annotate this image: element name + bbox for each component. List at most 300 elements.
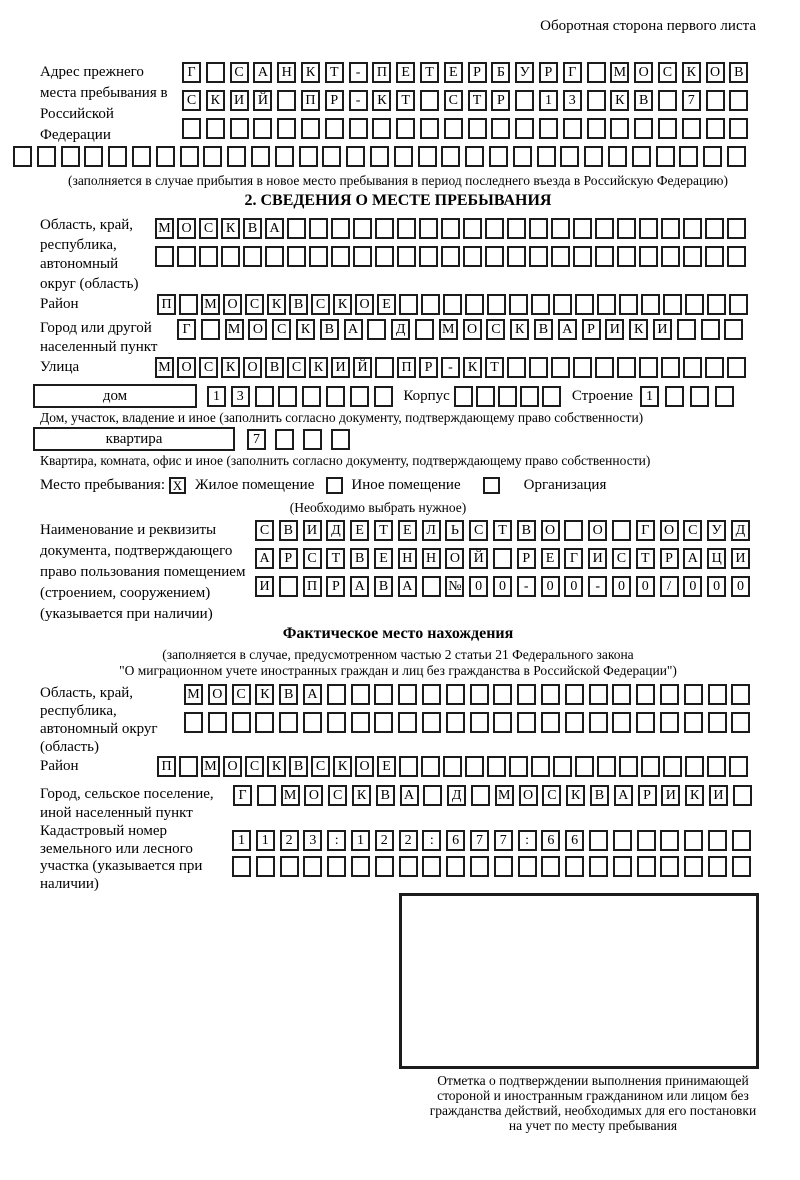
char-cell — [257, 785, 276, 806]
document-rows — [255, 520, 755, 597]
char-cell — [617, 357, 636, 378]
char-cell: А — [614, 785, 633, 806]
char-cell: В — [279, 520, 298, 541]
char-cell — [684, 856, 703, 877]
char-cell — [230, 118, 249, 139]
char-cell — [639, 218, 658, 239]
char-cell: Е — [444, 62, 463, 83]
dom-box: дом — [33, 384, 197, 408]
char-cell — [351, 712, 370, 733]
char-cell — [278, 386, 297, 407]
kvartira-caption: Квартира, комната, офис и иное (заполнить согласно документу, подтверждающему право собственности) — [40, 453, 651, 468]
document-row-1 — [255, 520, 755, 541]
oblast-rows — [155, 216, 749, 267]
char-cell: Е — [374, 548, 393, 569]
fact-oblast-label: Область, край, республика, автономный округ (область) — [40, 685, 158, 755]
char-cell — [232, 856, 251, 877]
char-cell — [636, 684, 655, 705]
char-cell — [551, 218, 570, 239]
char-cell — [397, 218, 416, 239]
char-cell: Т — [468, 90, 487, 111]
stamp-caption — [385, 1073, 800, 1133]
char-cell: В — [729, 62, 748, 83]
char-cell: Д — [326, 520, 345, 541]
char-cell — [203, 146, 222, 167]
char-cell — [639, 357, 658, 378]
char-cell: Г — [233, 785, 252, 806]
char-cell — [660, 830, 679, 851]
char-cell: 6 — [541, 830, 560, 851]
char-cell — [37, 146, 56, 167]
char-cell: 7 — [494, 830, 513, 851]
char-cell: Д — [447, 785, 466, 806]
char-cell: Г — [564, 548, 583, 569]
char-cell — [346, 146, 365, 167]
kvartira-box: квартира — [33, 427, 235, 451]
char-cell: С — [232, 684, 251, 705]
char-cell: П — [303, 576, 322, 597]
char-cell — [587, 118, 606, 139]
kadastr-row-2 — [232, 856, 756, 877]
char-cell — [515, 118, 534, 139]
char-cell: С — [444, 90, 463, 111]
char-cell — [454, 386, 473, 407]
char-cell — [708, 830, 727, 851]
char-cell: В — [279, 684, 298, 705]
char-cell — [661, 357, 680, 378]
char-cell — [684, 830, 703, 851]
char-cell — [422, 576, 441, 597]
char-cell: П — [157, 756, 176, 777]
char-cell: 7 — [470, 830, 489, 851]
oblast-block — [40, 216, 800, 294]
char-cell — [727, 218, 746, 239]
char-cell — [573, 218, 592, 239]
char-cell: С — [199, 218, 218, 239]
char-cell — [232, 712, 251, 733]
document-label: Наименование и реквизиты документа, подтверждающего право пользования помещением (строением, сооружением) (указывается при наличии) — [40, 522, 246, 622]
stamp-caption-line: Отметка о подтверждении выполнения принимающей — [437, 1073, 749, 1088]
char-cell: К — [206, 90, 225, 111]
char-cell: К — [352, 785, 371, 806]
char-cell — [509, 756, 528, 777]
gorod-label: Город или другой населенный пункт — [40, 320, 158, 355]
char-cell: Н — [398, 548, 417, 569]
kadastr-label: Кадастровый номер земельного или лесного участка (указывается при наличии) — [40, 823, 203, 892]
char-cell — [419, 218, 438, 239]
mesto-label: Место пребывания: — [40, 476, 165, 493]
char-cell — [256, 856, 275, 877]
char-cell — [420, 90, 439, 111]
char-cell — [660, 684, 679, 705]
stroenie-row — [640, 386, 740, 407]
char-cell: К — [463, 357, 482, 378]
char-cell — [637, 830, 656, 851]
char-cell — [470, 856, 489, 877]
char-cell — [471, 785, 490, 806]
char-cell — [179, 294, 198, 315]
char-cell — [613, 856, 632, 877]
char-cell: С — [311, 756, 330, 777]
char-cell — [729, 118, 748, 139]
char-cell: О — [355, 294, 374, 315]
char-cell — [634, 118, 653, 139]
char-cell: Р — [638, 785, 657, 806]
char-cell — [665, 386, 684, 407]
fact-gorod-block — [40, 785, 800, 823]
char-cell — [353, 246, 372, 267]
char-cell — [206, 62, 225, 83]
char-cell: Т — [420, 62, 439, 83]
char-cell: И — [331, 357, 350, 378]
char-cell — [419, 246, 438, 267]
char-cell: М — [610, 62, 629, 83]
char-cell: О — [706, 62, 725, 83]
char-cell — [498, 386, 517, 407]
char-cell — [327, 856, 346, 877]
char-cell — [564, 520, 583, 541]
char-cell — [325, 118, 344, 139]
char-cell — [708, 856, 727, 877]
char-cell — [399, 294, 418, 315]
oblast-label: Область, край, республика, автономный округ (область) — [40, 217, 139, 292]
char-cell: 3 — [231, 386, 250, 407]
checkbox-zhiloe: X — [169, 477, 186, 494]
char-cell: Г — [563, 62, 582, 83]
char-cell — [485, 246, 504, 267]
char-cell — [727, 246, 746, 267]
char-cell: 1 — [207, 386, 226, 407]
char-cell: И — [709, 785, 728, 806]
char-cell: В — [350, 548, 369, 569]
fact-oblast-row-1 — [184, 684, 755, 705]
char-cell — [724, 319, 743, 340]
stamp-caption-line: гражданства действий, необходимых для его постановки — [429, 1103, 757, 1118]
char-cell — [706, 118, 725, 139]
char-cell: - — [441, 357, 460, 378]
char-cell — [422, 684, 441, 705]
char-cell — [396, 118, 415, 139]
char-cell: 2 — [280, 830, 299, 851]
char-cell: О — [660, 520, 679, 541]
char-cell — [441, 246, 460, 267]
char-cell — [729, 294, 748, 315]
char-cell — [587, 90, 606, 111]
char-cell — [619, 756, 638, 777]
char-cell: А — [255, 548, 274, 569]
char-cell — [375, 218, 394, 239]
char-cell: О — [445, 548, 464, 569]
char-cell: Ь — [445, 520, 464, 541]
char-cell — [370, 146, 389, 167]
char-cell — [637, 856, 656, 877]
char-cell — [529, 246, 548, 267]
kvartira-row — [247, 429, 359, 450]
char-cell: С — [486, 319, 505, 340]
char-cell — [351, 856, 370, 877]
char-cell: Н — [422, 548, 441, 569]
char-cell — [255, 712, 274, 733]
char-cell — [509, 294, 528, 315]
char-cell — [573, 246, 592, 267]
char-cell: М — [201, 294, 220, 315]
char-cell — [493, 712, 512, 733]
char-cell: В — [374, 576, 393, 597]
char-cell — [661, 246, 680, 267]
char-cell — [677, 319, 696, 340]
char-cell — [374, 712, 393, 733]
char-cell — [277, 118, 296, 139]
char-cell: С — [683, 520, 702, 541]
char-cell — [565, 684, 584, 705]
char-cell — [350, 386, 369, 407]
gorod-block — [40, 319, 800, 357]
char-cell — [617, 246, 636, 267]
char-cell: К — [685, 785, 704, 806]
char-cell — [595, 357, 614, 378]
char-cell — [443, 294, 462, 315]
char-cell — [589, 684, 608, 705]
kadastr-rows — [232, 823, 756, 877]
char-cell: 1 — [351, 830, 370, 851]
char-cell — [663, 294, 682, 315]
char-cell — [610, 118, 629, 139]
char-cell: В — [289, 294, 308, 315]
char-cell: Н — [277, 62, 296, 83]
char-cell: М — [184, 684, 203, 705]
char-cell: Р — [326, 576, 345, 597]
char-cell: У — [707, 520, 726, 541]
char-cell: И — [255, 576, 274, 597]
char-cell — [277, 90, 296, 111]
char-cell: М — [495, 785, 514, 806]
char-cell — [303, 429, 322, 450]
char-cell — [327, 684, 346, 705]
char-cell: О — [223, 294, 242, 315]
char-cell: М — [201, 756, 220, 777]
char-cell: С — [469, 520, 488, 541]
char-cell — [422, 856, 441, 877]
char-cell: - — [349, 62, 368, 83]
fact-oblast-block — [40, 684, 800, 756]
char-cell: С — [612, 548, 631, 569]
char-cell — [683, 357, 702, 378]
fact-oblast-row-2 — [184, 712, 755, 733]
char-cell — [587, 62, 606, 83]
previous-address-label: Адрес прежнего места пребывания в Российской Федерации — [40, 64, 168, 143]
char-cell — [367, 319, 386, 340]
fact-caption-2: "О миграционном учете иностранных граждан и лиц без гражданства в Российской Федерации") — [119, 663, 677, 678]
char-cell — [331, 218, 350, 239]
char-cell: О — [463, 319, 482, 340]
char-cell: : — [518, 830, 537, 851]
char-cell — [108, 146, 127, 167]
char-cell — [375, 856, 394, 877]
char-cell: 1 — [640, 386, 659, 407]
char-cell — [551, 357, 570, 378]
char-cell — [351, 684, 370, 705]
char-cell: А — [303, 684, 322, 705]
char-cell: П — [157, 294, 176, 315]
char-cell: 0 — [612, 576, 631, 597]
char-cell: 7 — [682, 90, 701, 111]
char-cell: 6 — [446, 830, 465, 851]
char-cell: О — [243, 357, 262, 378]
fact-gorod-label: Город, сельское поселение, иной населенный пункт — [40, 786, 214, 821]
char-cell — [301, 118, 320, 139]
char-cell: К — [629, 319, 648, 340]
char-cell — [703, 146, 722, 167]
stroenie-label: Строение — [571, 387, 633, 404]
char-cell — [493, 548, 512, 569]
char-cell: С — [182, 90, 201, 111]
char-cell — [507, 246, 526, 267]
char-cell — [446, 856, 465, 877]
char-cell: К — [221, 357, 240, 378]
char-cell: С — [542, 785, 561, 806]
char-cell — [685, 756, 704, 777]
char-cell — [541, 856, 560, 877]
char-cell: С — [230, 62, 249, 83]
char-cell — [84, 146, 103, 167]
checkbox-organizatsiya — [483, 477, 500, 494]
char-cell: В — [289, 756, 308, 777]
char-cell: Р — [279, 548, 298, 569]
char-cell — [487, 756, 506, 777]
char-cell — [61, 146, 80, 167]
char-cell — [465, 756, 484, 777]
korpus-label: Корпус — [403, 387, 450, 404]
fact-raion-block — [40, 756, 800, 777]
char-cell — [520, 386, 539, 407]
char-cell — [206, 118, 225, 139]
char-cell — [326, 386, 345, 407]
char-cell — [639, 246, 658, 267]
char-cell — [589, 712, 608, 733]
char-cell — [517, 712, 536, 733]
char-cell: 1 — [232, 830, 251, 851]
char-cell — [221, 246, 240, 267]
char-cell — [537, 146, 556, 167]
char-cell — [302, 386, 321, 407]
char-cell: А — [558, 319, 577, 340]
char-cell: К — [510, 319, 529, 340]
char-cell — [658, 90, 677, 111]
previous-address-row-4 — [13, 146, 800, 167]
char-cell — [690, 386, 709, 407]
char-cell — [597, 294, 616, 315]
char-cell: Г — [177, 319, 196, 340]
mesto-option-1: Жилое помещение — [195, 476, 315, 493]
char-cell: Е — [396, 62, 415, 83]
char-cell — [658, 118, 677, 139]
char-cell: 1 — [539, 90, 558, 111]
char-cell: Е — [377, 294, 396, 315]
char-cell: О — [223, 756, 242, 777]
char-cell: И — [605, 319, 624, 340]
char-cell — [177, 246, 196, 267]
char-cell — [275, 429, 294, 450]
char-cell — [199, 246, 218, 267]
char-cell — [349, 118, 368, 139]
char-cell: Д — [731, 520, 750, 541]
char-cell: 6 — [565, 830, 584, 851]
char-cell — [397, 246, 416, 267]
char-cell — [353, 218, 372, 239]
char-cell — [309, 246, 328, 267]
char-cell — [182, 118, 201, 139]
section2-title: 2. СВЕДЕНИЯ О МЕСТЕ ПРЕБЫВАНИЯ — [244, 192, 552, 209]
char-cell — [542, 386, 561, 407]
char-cell: О — [177, 218, 196, 239]
char-cell — [701, 319, 720, 340]
char-cell — [589, 856, 608, 877]
char-cell: 2 — [399, 830, 418, 851]
char-cell: М — [439, 319, 458, 340]
char-cell: П — [397, 357, 416, 378]
char-cell: К — [267, 294, 286, 315]
char-cell — [255, 386, 274, 407]
char-cell — [489, 146, 508, 167]
char-cell — [613, 830, 632, 851]
fact-oblast-rows — [184, 684, 755, 733]
previous-address-row-3 — [182, 118, 753, 139]
char-cell — [399, 756, 418, 777]
char-cell — [470, 684, 489, 705]
char-cell — [684, 684, 703, 705]
previous-address-block — [40, 62, 800, 146]
char-cell — [729, 90, 748, 111]
char-cell — [565, 712, 584, 733]
oblast-row-1 — [155, 218, 749, 239]
char-cell — [303, 856, 322, 877]
char-cell — [372, 118, 391, 139]
char-cell — [494, 856, 513, 877]
char-cell: С — [199, 357, 218, 378]
char-cell — [275, 146, 294, 167]
char-cell — [732, 830, 751, 851]
char-cell — [683, 246, 702, 267]
dom-row — [207, 386, 397, 407]
char-cell: Г — [636, 520, 655, 541]
char-cell: № — [445, 576, 464, 597]
char-cell: Р — [419, 357, 438, 378]
char-cell: О — [177, 357, 196, 378]
char-cell — [421, 756, 440, 777]
checkbox-inoe — [326, 477, 343, 494]
char-cell: М — [155, 218, 174, 239]
char-cell: И — [588, 548, 607, 569]
char-cell: 1 — [256, 830, 275, 851]
char-cell — [619, 294, 638, 315]
char-cell — [518, 856, 537, 877]
char-cell — [463, 246, 482, 267]
char-cell — [608, 146, 627, 167]
char-cell — [563, 118, 582, 139]
char-cell: Р — [325, 90, 344, 111]
char-cell — [208, 712, 227, 733]
char-cell: Л — [422, 520, 441, 541]
char-cell — [180, 146, 199, 167]
char-cell — [575, 294, 594, 315]
stamp-box — [399, 893, 759, 1069]
char-cell: В — [243, 218, 262, 239]
char-cell — [421, 294, 440, 315]
char-cell — [156, 146, 175, 167]
char-cell — [465, 294, 484, 315]
char-cell: Й — [253, 90, 272, 111]
gorod-row — [177, 319, 748, 340]
